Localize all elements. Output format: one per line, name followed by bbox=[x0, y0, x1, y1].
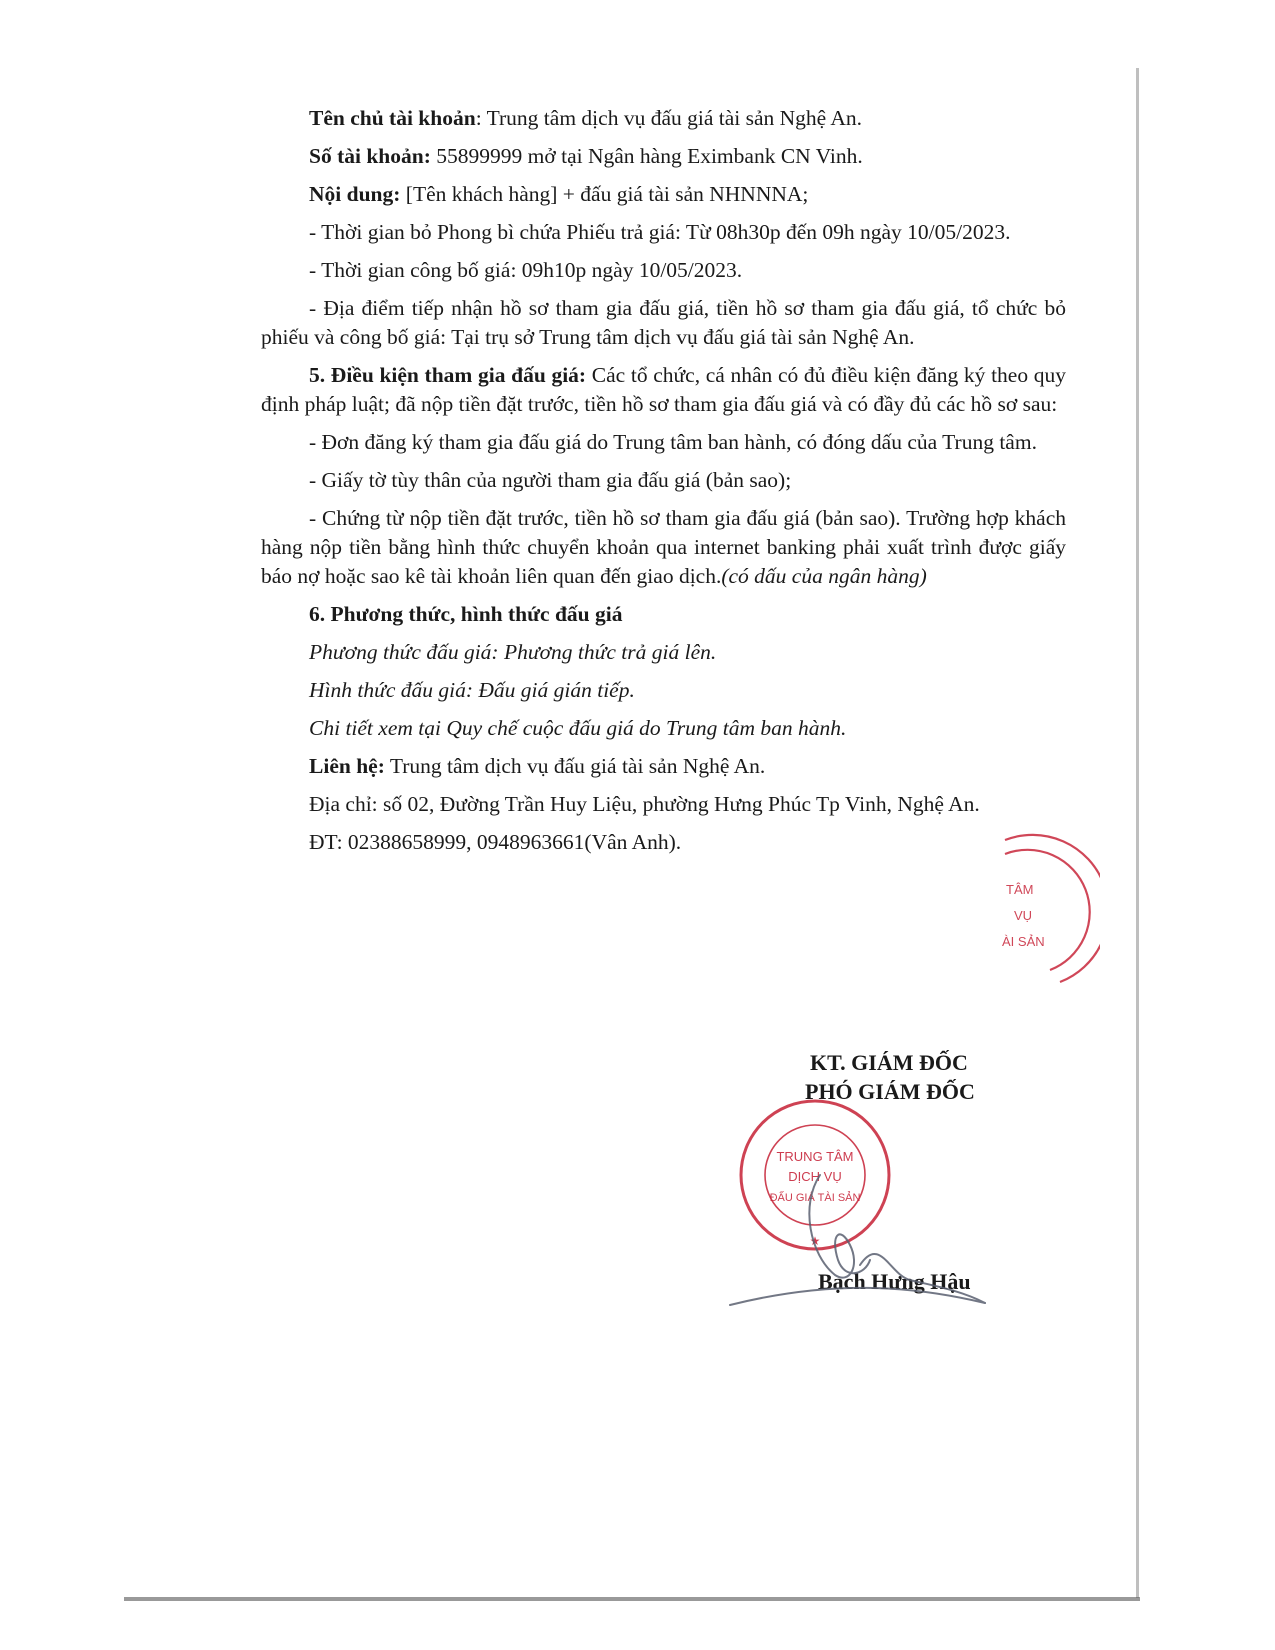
stamp-line-1: TRUNG TÂM bbox=[776, 1149, 854, 1164]
page-edge-bottom bbox=[124, 1597, 1140, 1601]
document-body bbox=[261, 104, 1066, 866]
stamp-line-2: DỊCH VỤ bbox=[788, 1169, 842, 1184]
regulation-reference: Chi tiết xem tại Quy chế cuộc đấu giá do Trung tâm ban hành. bbox=[309, 716, 847, 740]
registration-form-item: - Đơn đăng ký tham gia đấu giá do Trung tâm ban hành, có đóng dấu của Trung tâm. bbox=[309, 430, 1037, 454]
handwritten-signature-icon bbox=[710, 1165, 1030, 1315]
account-holder-line: Tên chủ tài khoản: Trung tâm dịch vụ đấu giá tài sản Nghệ An. bbox=[309, 106, 863, 130]
address-line: Địa chỉ: số 02, Đường Trần Huy Liệu, phường Hưng Phúc Tp Vinh, Nghệ An. bbox=[309, 792, 980, 816]
bid-envelope-time: - Thời gian bỏ Phong bì chứa Phiếu trả giá: Từ 08h30p đến 09h ngày 10/05/2023. bbox=[309, 220, 1011, 244]
signer-name: Bạch Hưng Hậu bbox=[818, 1269, 971, 1294]
stamp-line-3: ĐẤU GIÁ TÀI SẢN bbox=[769, 1192, 861, 1204]
section-5-conditions: 5. Điều kiện tham gia đấu giá: Các tổ chức, cá nhân có đủ điều kiện đăng ký theo quy định pháp luật; đã nộp tiền đặt trước, tiền hồ sơ tham gia đấu giá và có đầy đủ các hồ sơ sau: bbox=[261, 363, 1066, 416]
svg-text:TÂM: TÂM bbox=[1006, 882, 1034, 897]
section-6-heading: 6. Phương thức, hình thức đấu giá bbox=[309, 602, 623, 626]
svg-text:ÀI SẢN: ÀI SẢN bbox=[1002, 934, 1045, 949]
page-edge-right bbox=[1136, 68, 1139, 1598]
account-number-line: Số tài khoản: 55899999 mở tại Ngân hàng Eximbank CN Vinh. bbox=[309, 144, 863, 168]
payment-content-line: Nội dung: [Tên khách hàng] + đấu giá tài sản NHNNNA; bbox=[309, 182, 809, 206]
auction-method: Phương thức đấu giá: Phương thức trả giá lên. bbox=[309, 640, 717, 664]
payment-proof-item: - Chứng từ nộp tiền đặt trước, tiền hồ sơ tham gia đấu giá (bản sao). Trường hợp khách hàng nộp tiền bằng hình thức chuyển khoản qua internet banking phải xuất trình được giấy báo nợ hoặc sao kê tài khoản liên quan đến giao dịch.(có dấu của ngân hàng) bbox=[261, 506, 1066, 588]
contact-line: Liên hệ: Trung tâm dịch vụ đấu giá tài sản Nghệ An. bbox=[309, 754, 766, 778]
signer-title-2: PHÓ GIÁM ĐỐC bbox=[805, 1079, 975, 1104]
phone-line: ĐT: 02388658999, 0948963661(Vân Anh). bbox=[309, 830, 682, 854]
venue-line: - Địa điểm tiếp nhận hồ sơ tham gia đấu giá, tiền hồ sơ tham gia đấu giá, tổ chức bỏ phiếu và công bố giá: Tại trụ sở Trung tâm dịch vụ đấu giá tài sản Nghệ An. bbox=[261, 296, 1066, 349]
svg-text:VỤ: VỤ bbox=[1014, 908, 1033, 923]
partial-stamp-icon bbox=[1000, 832, 1100, 992]
price-announcement-time: - Thời gian công bố giá: 09h10p ngày 10/05/2023. bbox=[309, 258, 743, 282]
signer-title-1: KT. GIÁM ĐỐC bbox=[810, 1050, 968, 1075]
identity-document-item: - Giấy tờ tùy thân của người tham gia đấu giá (bản sao); bbox=[309, 468, 792, 492]
svg-text:★: ★ bbox=[809, 1234, 821, 1248]
auction-form: Hình thức đấu giá: Đấu giá gián tiếp. bbox=[309, 678, 635, 702]
